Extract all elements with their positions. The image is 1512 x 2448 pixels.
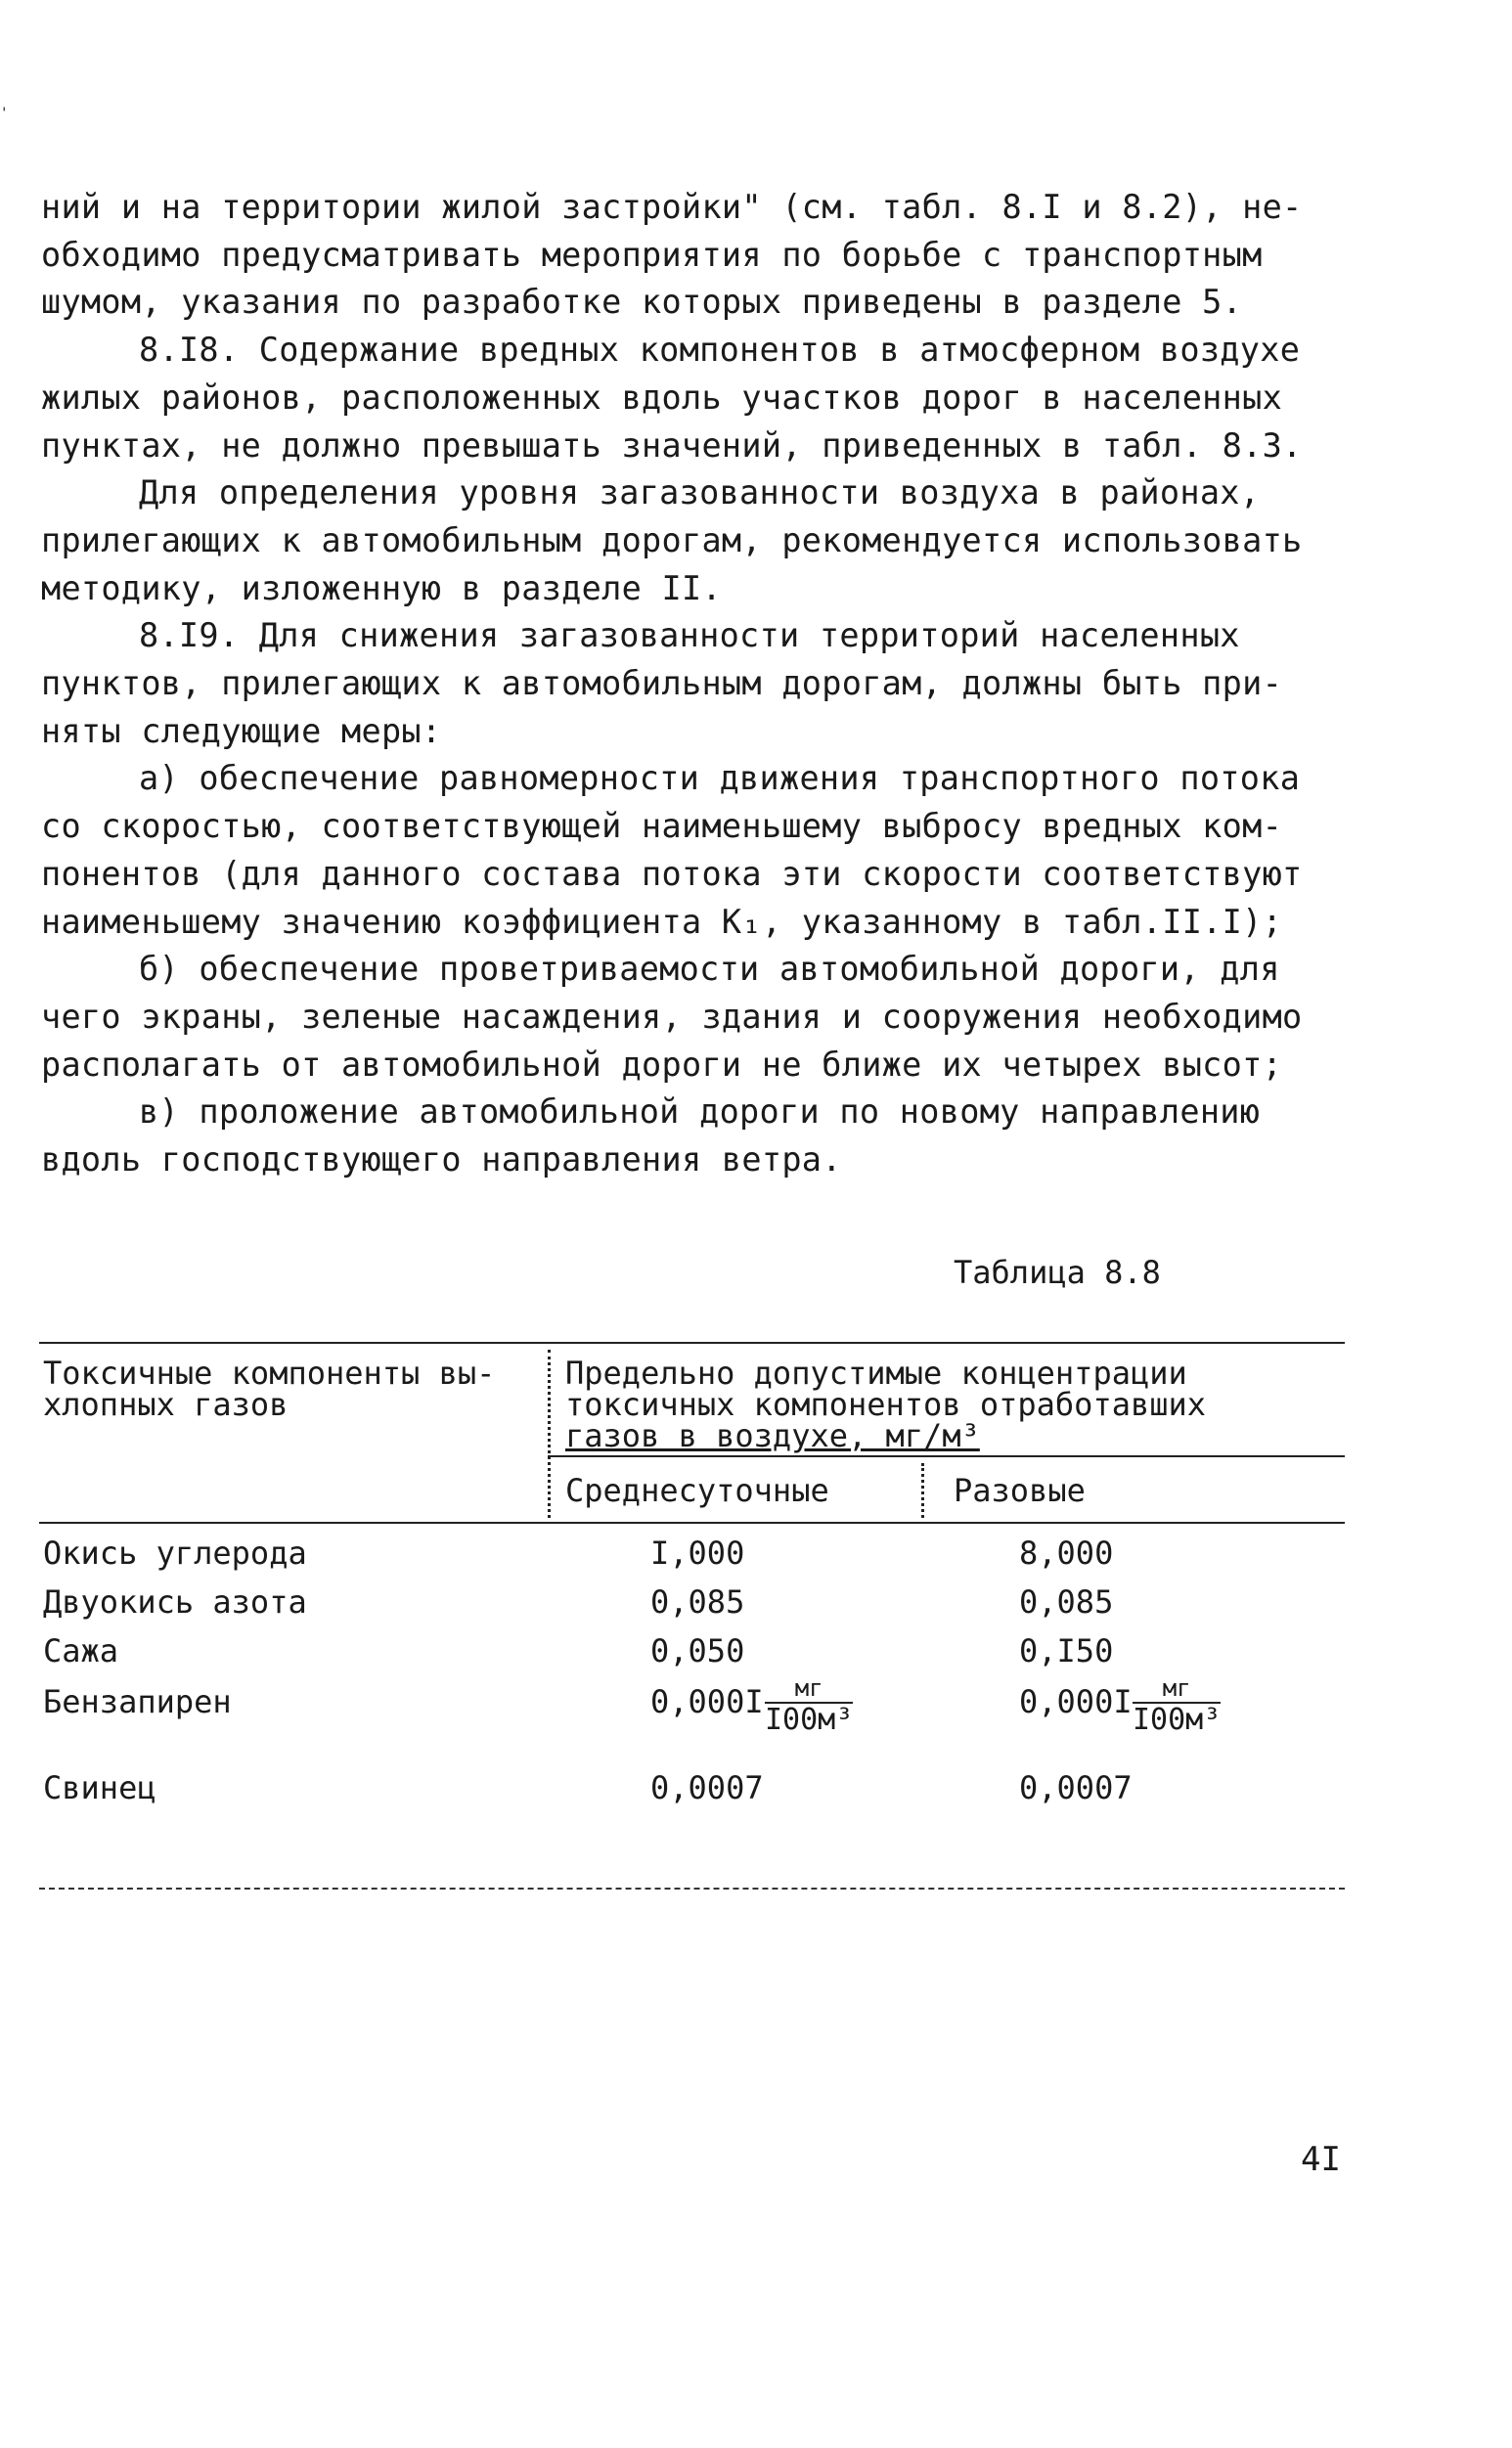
text-line: наименьшему значению коэффициента К₁, указанному в табл.II.I); bbox=[41, 902, 1283, 941]
table-top-rule bbox=[39, 1342, 1345, 1344]
table-caption: Таблица 8.8 bbox=[954, 1254, 1161, 1291]
fraction-numerator: мг bbox=[765, 1674, 853, 1704]
text-line: со скоростью, соответствующей наименьшему выбросу вредных ком- bbox=[41, 807, 1283, 846]
body-text bbox=[41, 184, 1312, 1184]
fraction-denominator: I00м³ bbox=[765, 1703, 854, 1737]
text-line: ний и на территории жилой застройки" (см. табл. 8.I и 8.2), не- bbox=[41, 188, 1303, 226]
row-single-value: 8,000 bbox=[1019, 1535, 1114, 1572]
fraction-numerator: мг bbox=[1133, 1674, 1221, 1704]
text-line: жилых районов, расположенных вдоль участков дорог в населенных bbox=[41, 378, 1283, 417]
text-line: обходимо предусматривать мероприятия по борьбе с транспортным bbox=[41, 235, 1263, 274]
row-name: Свинец bbox=[43, 1769, 156, 1806]
stray-mark: ' bbox=[0, 106, 9, 121]
row-avg-value: 0,085 bbox=[650, 1583, 745, 1621]
page-number: 4I bbox=[1301, 2140, 1341, 2179]
text-line: няты следующие меры: bbox=[41, 711, 442, 750]
table-bottom-rule bbox=[39, 1888, 1345, 1890]
text-line: 8.I9. Для снижения загазованности территорий населенных bbox=[139, 616, 1240, 655]
text-line: вдоль господствующего направления ветра. bbox=[41, 1140, 842, 1179]
text-line: прилегающих к автомобильным дорогам, рекомендуется использовать bbox=[41, 520, 1303, 559]
row-single-value: 0,000I bbox=[1019, 1683, 1133, 1720]
text-line: понентов (для данного состава потока эти скорости соответствуют bbox=[41, 854, 1303, 893]
table-group-rule bbox=[548, 1455, 1345, 1457]
text-line: Для определения уровня загазованности воздуха в районах, bbox=[139, 473, 1261, 512]
header-group-line1: Предельно допустимые концентрации bbox=[565, 1355, 1187, 1392]
text-line: пунктов, прилегающих к автомобильным дорогам, должны быть при- bbox=[41, 664, 1283, 703]
text-line: в) проложение автомобильной дороги по новому направлению bbox=[139, 1092, 1261, 1132]
text-line: б) обеспечение проветриваемости автомобильной дороги, для bbox=[139, 950, 1280, 989]
text-line: 8.I8. Содержание вредных компонентов в атмосферном воздухе bbox=[139, 331, 1301, 370]
table-col-separator bbox=[548, 1350, 551, 1518]
row-name: Бензапирен bbox=[43, 1683, 232, 1720]
row-single-value: 0,0007 bbox=[1019, 1769, 1133, 1806]
text-line: шумом, указания по разработке которых приведены в разделе 5. bbox=[41, 283, 1243, 322]
header-group-line2: токсичных компонентов отработавших bbox=[565, 1386, 1207, 1423]
text-line: чего экраны, зеленые насаждения, здания и сооружения необходимо bbox=[41, 997, 1303, 1036]
row-name: Сажа bbox=[43, 1632, 119, 1669]
row-name: Окись углерода bbox=[43, 1535, 307, 1572]
fraction-denominator: I00м³ bbox=[1133, 1703, 1222, 1737]
row-avg-value: I,000 bbox=[650, 1535, 745, 1572]
text-line: а) обеспечение равномерности движения транспортного потока bbox=[139, 759, 1301, 798]
unit-fraction bbox=[1133, 1674, 1221, 1737]
text-line: пунктах, не должно превышать значений, приведенных в табл. 8.3. bbox=[41, 425, 1303, 465]
text-line: располагать от автомобильной дороги не ближе их четырех высот; bbox=[41, 1045, 1283, 1084]
header-components-line1: Токсичные компоненты вы- bbox=[43, 1355, 496, 1392]
row-name: Двуокись азота bbox=[43, 1583, 307, 1621]
table-header-rule bbox=[39, 1522, 1345, 1524]
row-avg-value: 0,050 bbox=[650, 1632, 745, 1669]
row-single-value: 0,I50 bbox=[1019, 1632, 1114, 1669]
unit-fraction bbox=[765, 1674, 853, 1737]
header-group-line3: газов в воздухе, мг/м³ bbox=[565, 1417, 980, 1454]
text-line: методику, изложенную в разделе II. bbox=[41, 568, 722, 607]
table-subcol-separator bbox=[921, 1463, 924, 1518]
header-components-line2: хлопных газов bbox=[43, 1386, 289, 1423]
header-single: Разовые bbox=[954, 1472, 1086, 1509]
row-avg-value: 0,0007 bbox=[650, 1769, 764, 1806]
row-avg-value: 0,000I bbox=[650, 1683, 764, 1720]
header-daily-average: Среднесуточные bbox=[565, 1472, 829, 1509]
row-single-value: 0,085 bbox=[1019, 1583, 1114, 1621]
